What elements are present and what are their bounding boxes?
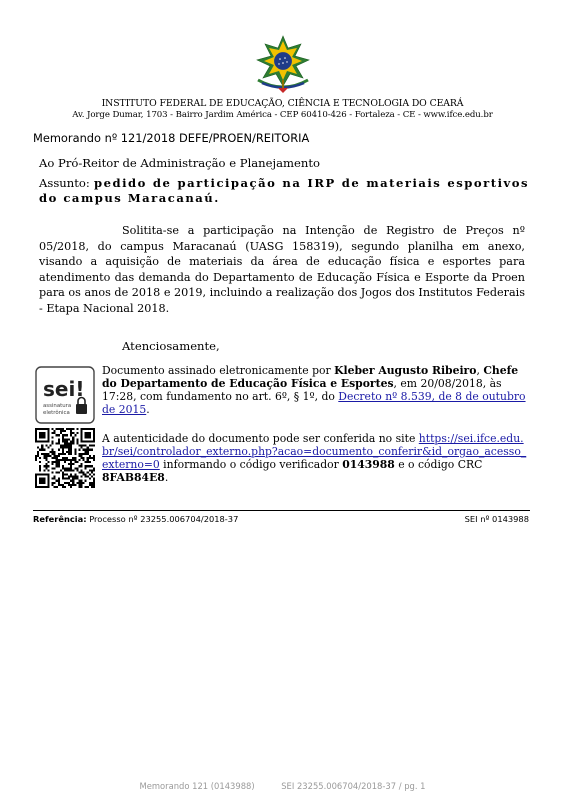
sei-number: SEI nº 0143988 xyxy=(464,514,529,524)
crc-code: 8FAB84E8 xyxy=(102,471,165,484)
verification-url-link[interactable]: https://sei.ifce.edu.br/sei/controlador_externo.php?acao=documento_conferir&id_orgao_acesso_externo=0 xyxy=(102,432,527,471)
subject-label: Assunto: xyxy=(39,176,94,190)
svg-text:assinatura: assinatura xyxy=(43,403,72,409)
reference-divider xyxy=(33,510,530,511)
decree-link[interactable]: Decreto nº 8.539, de 8 de outubro de 2015 xyxy=(102,390,526,416)
qr-code-icon xyxy=(35,428,95,488)
reference-process: Processo nº 23255.006704/2018-37 xyxy=(86,514,239,524)
signer-role: Chefe do Departamento de Educação Física e Esportes xyxy=(102,364,519,390)
memo-recipient: Ao Pró-Reitor de Administração e Planejamento xyxy=(39,156,320,170)
coat-of-arms-icon xyxy=(252,34,314,94)
signer-name: Kleber Augusto Ribeiro xyxy=(334,364,477,377)
institution-address: Av. Jorge Dumar, 1703 - Bairro Jardim América - CEP 60410-426 - Fortaleza - CE - www.ifce.edu.br xyxy=(72,110,493,120)
verifier-code: 0143988 xyxy=(342,458,395,471)
page-footer: Memorando 121 (0143988) SEI 23255.006704/2018-37 / pg. 1 xyxy=(139,781,426,791)
sei-signature-logo xyxy=(35,366,95,424)
reference-label: Referência: xyxy=(33,514,87,524)
memo-number: Memorando nº 121/2018 DEFE/PROEN/REITORIA xyxy=(33,131,310,145)
signature-text: Documento assinado eletronicamente por Kleber Augusto Ribeiro, Chefe do Departamento de Educação Física e Esportes, em 20/08/2018, às 17:28, com fundamento no art. 6º, § 1º, do Decreto nº 8.539, de 8 de outubro de 2015. xyxy=(102,364,526,416)
subject-text: pedido de participação na IRP de materiais esportivos do campus Maracanaú. xyxy=(39,176,530,205)
memo-body xyxy=(39,223,525,317)
institution-name: INSTITUTO FEDERAL DE EDUCAÇÃO, CIÊNCIA E TECNOLOGIA DO CEARÁ xyxy=(101,98,464,109)
memo-subject xyxy=(39,176,529,206)
svg-text:eletrônica: eletrônica xyxy=(43,410,70,416)
memo-body-text: Solitita-se a participação na Intenção de Registro de Preços nº 05/2018, do campus Maracanaú (UASG 158319), segundo planilha em anexo, visando a aquisição de materiais da área de educação física e esportes para atendimento das demanda do Departamento de Educação Física e Esporte da Proen para os anos de 2018 e 2019, incluindo a realização dos Jogos dos Institutos Federais - Etapa Nacional 2018. xyxy=(39,224,525,315)
sei-logo-big-text: sei! xyxy=(43,377,85,401)
memo-closing: Atenciosamente, xyxy=(122,339,220,353)
authentication-text: A autenticidade do documento pode ser conferida no site https://sei.ifce.edu.br/sei/controlador_externo.php?acao=documento_conferir&id_orgao_acesso_externo=0 informando o código verificador 0143988 e o código CRC 8FAB84E8. xyxy=(102,432,527,484)
reference-line xyxy=(33,514,238,524)
